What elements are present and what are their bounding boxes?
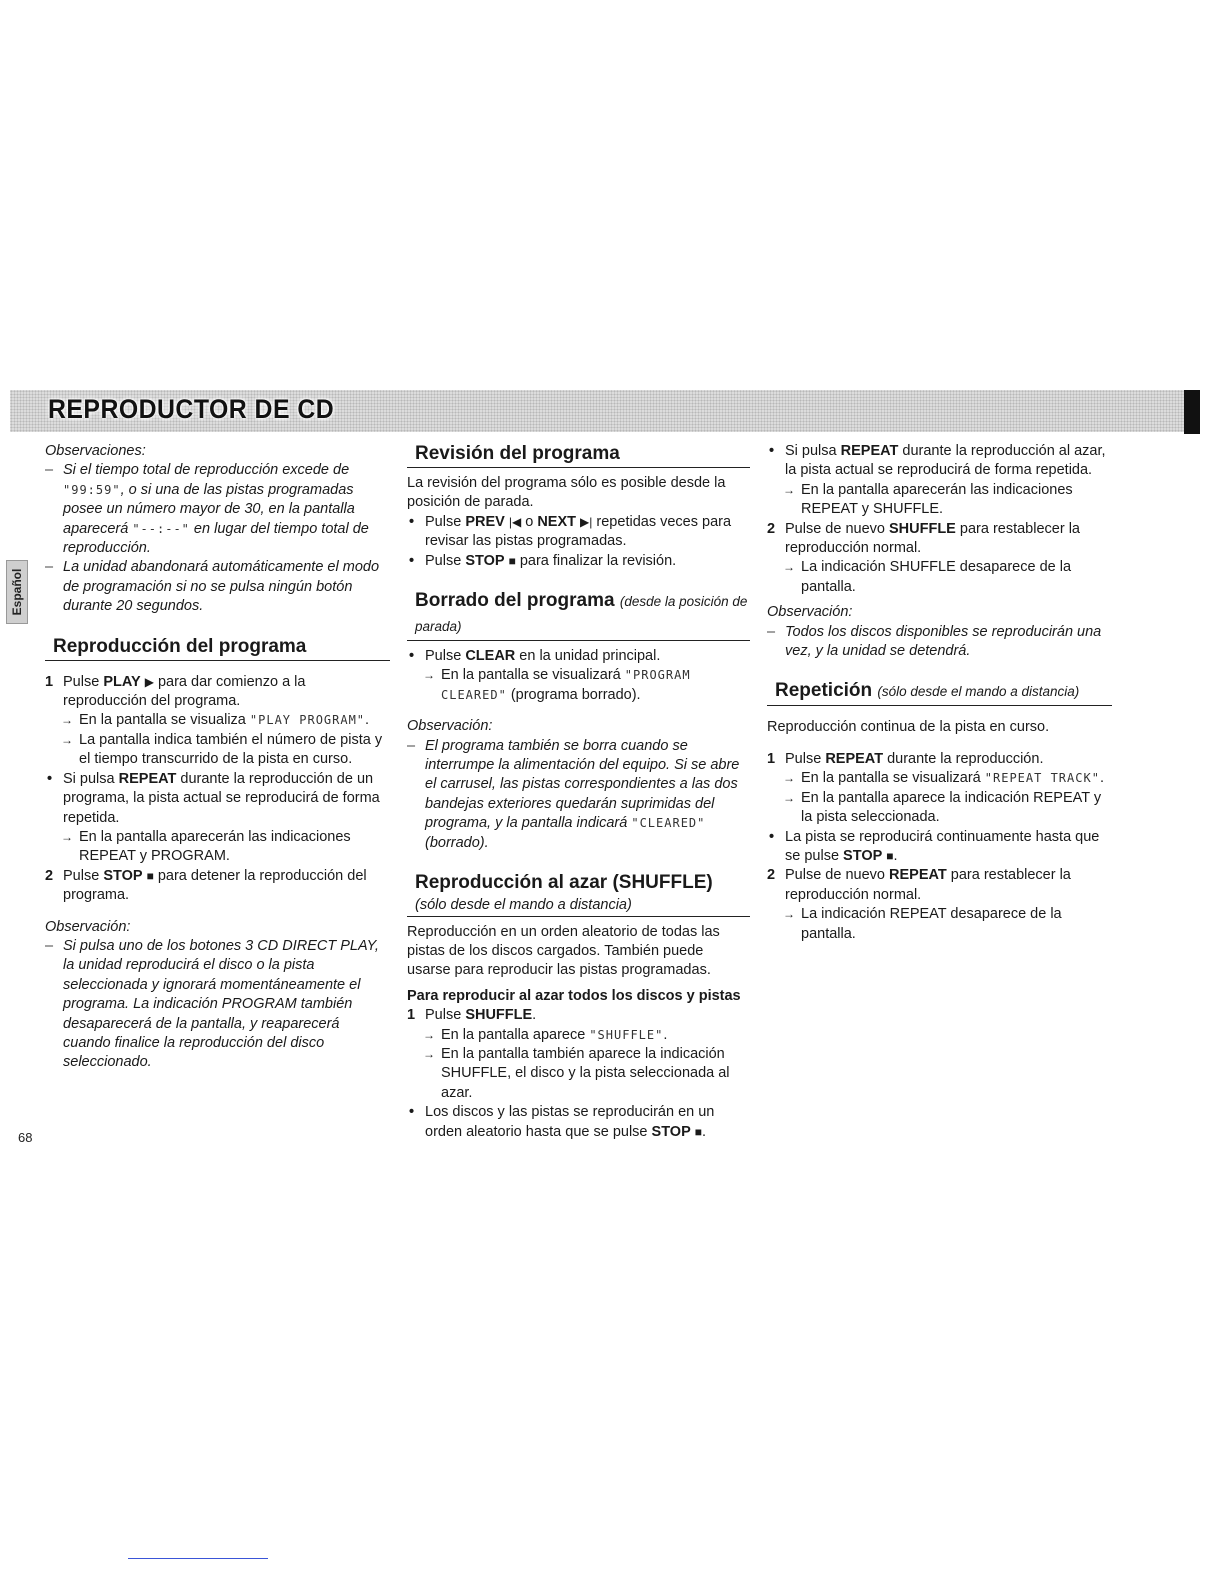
bullet-text: repetidas veces para revisar las pistas programadas. bbox=[425, 513, 732, 550]
button-name: PREV bbox=[465, 513, 505, 530]
note-text: Si el tiempo total de reproducción excede de bbox=[63, 462, 350, 479]
button-name: STOP bbox=[651, 1123, 691, 1140]
step-item bbox=[45, 673, 390, 712]
intro-text: Reproducción continua de la pista en curso. bbox=[767, 719, 1050, 736]
step-text: durante la reproducción. bbox=[883, 750, 1044, 767]
result-item bbox=[767, 905, 1112, 944]
step-text: Pulse bbox=[63, 673, 104, 690]
note-item bbox=[45, 461, 390, 558]
next-icon: ▶| bbox=[580, 514, 593, 529]
step-item bbox=[407, 1006, 750, 1025]
step-number: 2 bbox=[45, 867, 54, 884]
section-heading: Reproducción del programa bbox=[45, 635, 390, 661]
result-text: . bbox=[1099, 770, 1104, 787]
note-item: – Todos los discos disponibles se reproducirán una vez, y la unidad se detendrá. bbox=[767, 623, 1112, 662]
button-name: SHUFFLE bbox=[465, 1007, 533, 1024]
arrow-icon: → bbox=[423, 668, 435, 683]
result-text: . bbox=[663, 1026, 668, 1043]
notes-title: Observaciones: bbox=[45, 443, 146, 459]
bullet-text: La pista se reproducirá continuamente hasta que se pulse bbox=[785, 828, 1100, 864]
button-name: STOP bbox=[465, 552, 505, 569]
section-heading bbox=[767, 679, 1112, 706]
result-text: En la pantalla aparece la indicación REPEAT y la pista seleccionada. bbox=[801, 789, 1102, 826]
step-item bbox=[767, 750, 1112, 769]
button-name: REPEAT bbox=[889, 867, 947, 884]
step-text: para dar comienzo a la reproducción del programa. bbox=[63, 673, 306, 710]
bullet-item bbox=[767, 442, 1112, 481]
arrow-icon: → bbox=[783, 907, 795, 922]
bullet-text: en la unidad principal. bbox=[515, 648, 661, 665]
button-name: REPEAT bbox=[118, 770, 177, 787]
bullet-text: . bbox=[702, 1123, 707, 1140]
arrow-icon: → bbox=[783, 771, 795, 786]
arrow-icon: → bbox=[783, 482, 795, 497]
lcd-text: "--:--" bbox=[132, 521, 190, 536]
result-text: En la pantalla se visualiza bbox=[79, 712, 250, 729]
step-text: Pulse bbox=[63, 867, 104, 884]
note-text: (borrado). bbox=[425, 834, 489, 851]
play-icon: ▶ bbox=[144, 674, 154, 689]
result-item bbox=[407, 666, 750, 705]
step-text: Pulse de nuevo bbox=[785, 867, 889, 884]
arrow-icon: → bbox=[423, 1046, 435, 1061]
column-right bbox=[767, 442, 1112, 944]
button-name: STOP bbox=[103, 867, 143, 884]
button-name: PLAY bbox=[103, 673, 141, 690]
page-number: 68 bbox=[18, 1130, 33, 1145]
result-item bbox=[767, 558, 1112, 597]
result-text: En la pantalla aparecerán las indicaciones REPEAT y PROGRAM. bbox=[79, 828, 351, 865]
result-text: En la pantalla también aparece la indicación SHUFFLE, el disco y la pista seleccionada al azar. bbox=[441, 1045, 730, 1101]
note-text: en lugar del tiempo total de reproducción. bbox=[63, 520, 369, 557]
section-heading: Revisión del programa bbox=[407, 442, 750, 468]
section-heading bbox=[407, 589, 750, 641]
bullet-item bbox=[407, 1103, 750, 1142]
bullet-text: durante la reproducción de un programa, la pista actual se reproducirá de forma repetida. bbox=[63, 770, 380, 826]
step-item bbox=[767, 520, 1112, 559]
step-text: para detener la reproducción del programa. bbox=[63, 867, 367, 904]
step-number: 1 bbox=[407, 1007, 416, 1024]
step-text: para restablecer la reproducción normal. bbox=[785, 867, 1071, 903]
result-item bbox=[407, 1045, 750, 1103]
step-number: 1 bbox=[767, 750, 776, 767]
step-text: Pulse bbox=[425, 1007, 466, 1024]
bullet-item bbox=[407, 647, 750, 666]
result-text: (programa borrado). bbox=[506, 686, 641, 703]
result-text: . bbox=[365, 712, 370, 729]
button-name: REPEAT bbox=[840, 443, 899, 459]
section-subtitle: (sólo desde el mando a distancia) bbox=[877, 684, 1080, 700]
step-item bbox=[767, 866, 1112, 905]
arrow-icon: → bbox=[783, 560, 795, 575]
step-number: 2 bbox=[767, 867, 776, 884]
bullet-text: Pulse bbox=[425, 513, 466, 530]
button-name: SHUFFLE bbox=[889, 520, 956, 537]
bullet-text: Los discos y las pistas se reproducirán en un orden aleatorio hasta que se pulse bbox=[425, 1104, 715, 1140]
lcd-text: "PROGRAM CLEARED" bbox=[441, 668, 691, 702]
section-banner bbox=[10, 390, 1200, 432]
prev-icon: |◀ bbox=[508, 514, 522, 529]
result-item bbox=[767, 481, 1112, 520]
page-title: REPRODUCTOR DE CD bbox=[48, 394, 335, 424]
section-subtitle: (sólo desde el mando a distancia) bbox=[407, 896, 750, 916]
subheading: Para reproducir al azar todos los discos y pistas bbox=[407, 987, 741, 1004]
result-text: La indicación SHUFFLE desaparece de la pantalla. bbox=[801, 559, 1072, 595]
step-item bbox=[45, 867, 390, 906]
bullet-item bbox=[45, 770, 390, 828]
button-name: NEXT bbox=[537, 513, 576, 530]
note-text: El programa también se borra cuando se interrumpe la alimentación del equipo. Si se abre el carrusel, las pistas correspondientes a las dos bandejas exteriores quedarán suprimidas del programa, y la pantalla indicará bbox=[425, 737, 740, 832]
intro-text: Reproducción en un orden aleatorio de todas las pistas de los discos cargados. También puede usarse para reproducir las pistas programadas. bbox=[407, 923, 720, 979]
result-text: La indicación REPEAT desaparece de la pantalla. bbox=[801, 906, 1062, 942]
lcd-text: "SHUFFLE" bbox=[589, 1027, 664, 1042]
stop-icon: ■ bbox=[694, 1124, 703, 1139]
result-item bbox=[407, 1026, 750, 1045]
result-item bbox=[45, 731, 390, 770]
lcd-text: "99:59" bbox=[63, 482, 121, 497]
button-name: STOP bbox=[843, 847, 883, 864]
step-text: . bbox=[532, 1007, 537, 1024]
bullet-text: Pulse bbox=[425, 552, 466, 569]
button-name: REPEAT bbox=[825, 750, 884, 767]
bullet-text: para finalizar la revisión. bbox=[515, 552, 677, 569]
step-number: 2 bbox=[767, 520, 776, 537]
section-heading-text: Repetición bbox=[775, 680, 873, 702]
lcd-text: "CLEARED" bbox=[631, 816, 706, 831]
result-item bbox=[767, 769, 1112, 788]
step-text: para restablecer la reproducción normal. bbox=[785, 520, 1080, 557]
result-item bbox=[45, 711, 390, 730]
column-left bbox=[45, 442, 390, 1073]
language-tab bbox=[6, 560, 28, 624]
stop-icon: ■ bbox=[886, 848, 894, 863]
note-item: – Si pulsa uno de los botones 3 CD DIRECT PLAY, la unidad reproducirá el disco o la pista seleccionada y ignorará momentáneamente el programa. La indicación PROGRAM también desaparecerá de la pantalla, y reaparecerá cuando finalice la reproducción del disco seleccionado. bbox=[45, 937, 390, 1073]
section-heading-text: Borrado del programa bbox=[415, 590, 615, 612]
stop-icon: ■ bbox=[146, 868, 154, 883]
lcd-text: "PLAY PROGRAM" bbox=[249, 713, 366, 728]
step-number: 1 bbox=[45, 673, 54, 690]
bullet-text: . bbox=[893, 847, 898, 864]
result-text: En la pantalla aparece bbox=[441, 1026, 590, 1043]
footer-rule bbox=[128, 1558, 268, 1559]
result-text: La pantalla indica también el número de pista y el tiempo transcurrido de la pista en curso. bbox=[79, 731, 383, 768]
result-item bbox=[767, 789, 1112, 828]
stop-icon: ■ bbox=[508, 553, 516, 568]
result-item bbox=[45, 828, 390, 867]
note-title: Observación: bbox=[45, 918, 131, 935]
note-text: , o si una de las pistas programadas posee un número mayor de 30, en la pantalla aparecerá bbox=[63, 481, 355, 537]
note-title: Observación: bbox=[407, 718, 493, 735]
result-text: En la pantalla se visualizará bbox=[801, 770, 985, 787]
arrow-icon: → bbox=[61, 713, 73, 728]
result-text: En la pantalla se visualizará bbox=[441, 667, 625, 684]
column-middle bbox=[407, 442, 750, 1142]
section-subtitle: (desde la posición de parada) bbox=[415, 594, 748, 635]
bullet-item bbox=[767, 828, 1112, 867]
step-text: Pulse de nuevo bbox=[785, 520, 889, 537]
arrow-icon: → bbox=[783, 790, 795, 805]
note-item: – La unidad abandonará automáticamente el modo de programación si no se pulsa ningún botón durante 20 segundos. bbox=[45, 558, 390, 616]
arrow-icon: → bbox=[423, 1027, 435, 1042]
lcd-text: "REPEAT TRACK" bbox=[984, 771, 1100, 786]
language-label: Español bbox=[10, 568, 24, 616]
bullet-item bbox=[407, 552, 750, 571]
intro-text: La revisión del programa sólo es posible desde la posición de parada. bbox=[407, 475, 726, 511]
bullet-text: Pulse bbox=[425, 648, 466, 665]
step-text: Pulse bbox=[785, 750, 826, 767]
arrow-icon: → bbox=[61, 732, 73, 747]
result-text: En la pantalla aparecerán las indicaciones REPEAT y SHUFFLE. bbox=[801, 481, 1073, 518]
button-name: CLEAR bbox=[465, 648, 516, 665]
section-heading: Reproducción al azar (SHUFFLE) bbox=[415, 872, 713, 894]
note-title: Observación: bbox=[767, 604, 853, 621]
bullet-text: Si pulsa bbox=[63, 770, 119, 787]
arrow-icon: → bbox=[61, 829, 73, 844]
bullet-text: durante la reproducción al azar, la pista actual se reproducirá de forma repetida. bbox=[785, 443, 1106, 479]
bullet-item bbox=[407, 513, 750, 552]
bullet-text: o bbox=[521, 513, 538, 530]
bullet-text: Si pulsa bbox=[785, 443, 841, 459]
banner-edge-tab bbox=[1184, 390, 1200, 434]
note-item bbox=[407, 737, 750, 853]
